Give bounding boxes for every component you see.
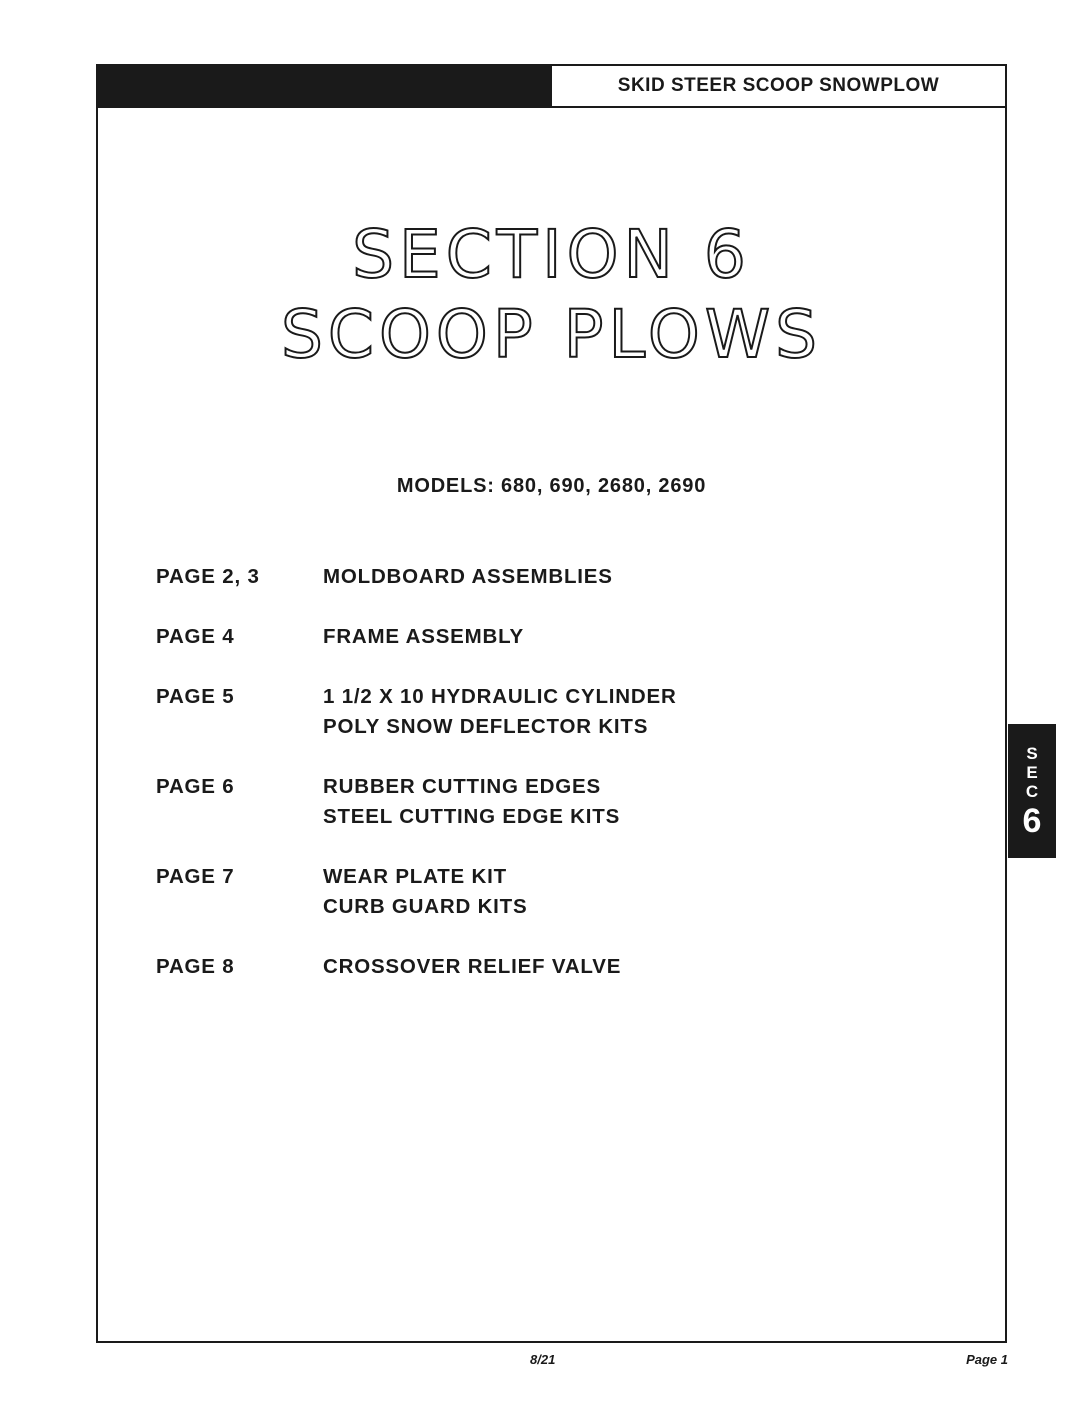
- toc-page-ref: PAGE 5: [156, 685, 235, 708]
- side-tab-letter: C: [1025, 782, 1039, 801]
- header-bar: [98, 66, 1005, 108]
- models-line: MODELS: 680, 690, 2680, 2690: [396, 475, 707, 497]
- section-side-tab: [1008, 724, 1056, 858]
- toc-page-ref: PAGE 7: [156, 865, 235, 888]
- toc-item: POLY SNOW DEFLECTOR KITS: [323, 715, 649, 738]
- toc-row: [156, 772, 936, 832]
- toc-row: [156, 952, 936, 982]
- side-tab-number: 6: [1022, 802, 1042, 840]
- side-tab-letter: E: [1026, 763, 1038, 782]
- toc-item: MOLDBOARD ASSEMBLIES: [323, 565, 613, 588]
- toc-item: 1 1/2 X 10 HYDRAULIC CYLINDER: [323, 685, 677, 708]
- toc-row: [156, 682, 936, 742]
- toc-item: CURB GUARD KITS: [323, 895, 528, 918]
- toc-item: STEEL CUTTING EDGE KITS: [323, 805, 621, 828]
- toc-page-ref: PAGE 6: [156, 775, 235, 798]
- toc-page-ref: PAGE 2, 3: [156, 565, 260, 588]
- section-title: SECTION 6: [352, 216, 751, 293]
- header-title: SKID STEER SCOOP SNOWPLOW: [617, 75, 940, 96]
- section-subtitle: SCOOP PLOWS: [281, 296, 822, 373]
- table-of-contents: [156, 562, 936, 1012]
- toc-row: [156, 562, 936, 592]
- toc-item: CROSSOVER RELIEF VALVE: [323, 955, 622, 978]
- toc-row: [156, 862, 936, 922]
- side-tab-letter: S: [1026, 744, 1038, 763]
- toc-item: WEAR PLATE KIT: [323, 865, 507, 888]
- footer-page-number: Page 1: [966, 1352, 1008, 1367]
- toc-page-ref: PAGE 4: [156, 625, 235, 648]
- toc-page-ref: PAGE 8: [156, 955, 235, 978]
- footer-date: 8/21: [530, 1352, 556, 1367]
- header-black-block: [98, 66, 552, 106]
- toc-item: RUBBER CUTTING EDGES: [323, 775, 601, 798]
- toc-row: [156, 622, 936, 652]
- toc-item: FRAME ASSEMBLY: [323, 625, 525, 648]
